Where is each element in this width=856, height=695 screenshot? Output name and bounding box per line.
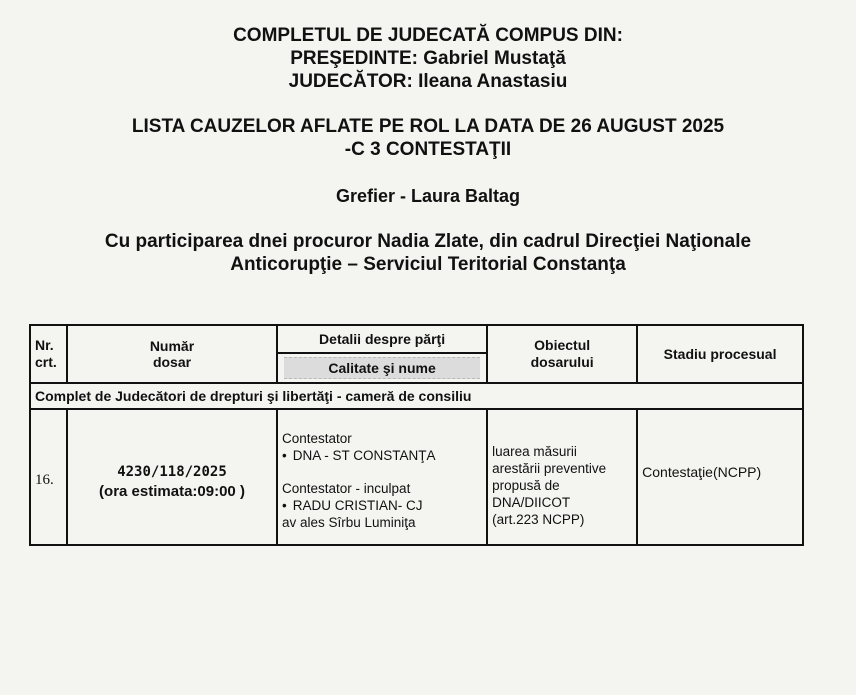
section-label: Complet de Judecători de drepturi şi libertăţi - cameră de consiliu <box>30 383 803 409</box>
judge-line: JUDECĂTOR: Ileana Anastasiu <box>288 71 568 92</box>
list-subtitle: -C 3 CONTESTAŢII <box>344 139 512 160</box>
section-row <box>30 383 803 409</box>
list-title: LISTA CAUZELOR AFLATE PE ROL LA DATA DE 26 AUGUST 2025 <box>131 116 725 137</box>
party2-lawyer: av ales Sîrbu Luminiţa <box>282 514 416 530</box>
table-row <box>30 409 803 545</box>
header-calitate: Calitate şi nume <box>277 353 487 383</box>
party2-role: Contestator - inculpat <box>282 480 411 496</box>
header-stadiu: Stadiu procesual <box>637 325 803 383</box>
cell-parti <box>277 409 487 545</box>
president-line: PREŞEDINTE: Gabriel Mustaţă <box>290 48 566 69</box>
cell-obiect: luarea măsurii arestării preventive propusă de DNA/DIICOT (art.223 NCPP) <box>487 409 637 545</box>
dosar-number: 4230/118/2025 <box>117 463 227 480</box>
header-parti: Detalii despre părţi <box>277 325 487 353</box>
procuror-line-1: Cu participarea dnei procuror Nadia Zlate, din cadrul Direcţiei Naţionale <box>104 231 752 252</box>
table-header-row <box>30 325 803 353</box>
cell-dosar <box>67 409 277 545</box>
party1-name: • DNA - ST CONSTANŢA <box>282 447 482 464</box>
cell-nr: 16. <box>30 409 67 545</box>
grefier-line: Grefier - Laura Baltag <box>335 186 521 206</box>
dosar-time: (ora estimata:09:00 ) <box>99 482 245 500</box>
party1-role: Contestator <box>282 430 352 446</box>
procuror-line-2: Anticorupţie – Serviciul Teritorial Constanţa <box>230 254 626 275</box>
party2-name: • RADU CRISTIAN- CJ <box>282 497 482 514</box>
cell-stadiu: Contestaţie(NCPP) <box>637 409 803 545</box>
header-nr: Nr. crt. <box>30 325 67 383</box>
cases-table <box>29 324 804 546</box>
document-header <box>0 24 856 276</box>
header-dosar: Număr dosar <box>67 325 277 383</box>
header-obiect: Obiectul dosarului <box>487 325 637 383</box>
panel-title: COMPLETUL DE JUDECATĂ COMPUS DIN: <box>233 25 623 46</box>
